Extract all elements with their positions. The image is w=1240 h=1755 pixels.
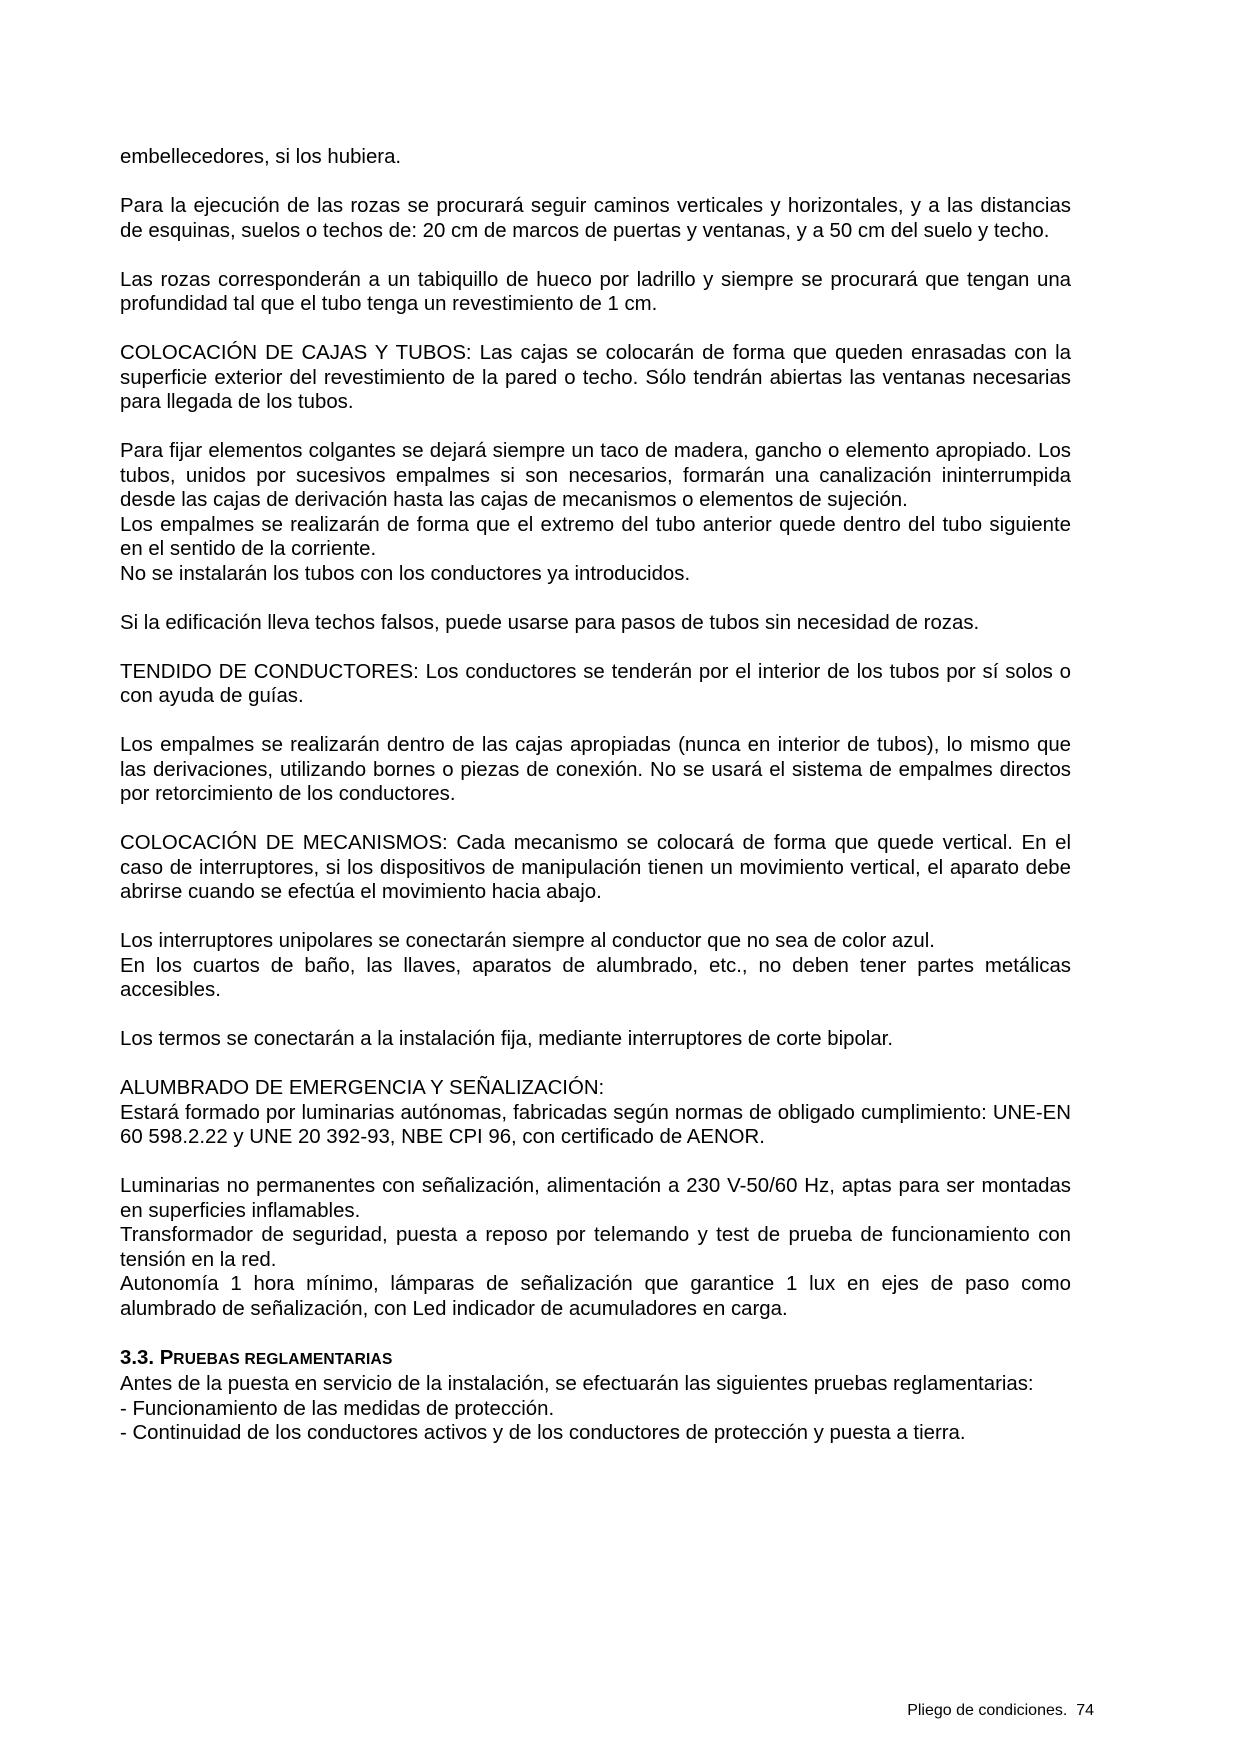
paragraph [120,145,1071,170]
paragraph [120,341,1071,415]
paragraph [120,268,1071,317]
section-number: 3.3. [120,1346,155,1369]
section-title [160,1347,393,1369]
section-line: Antes de la puesta en servicio de la instalación, se efectuarán las siguientes pruebas reglamentarias: [120,1373,1034,1395]
footer-label: Pliego de condiciones. [907,1702,1068,1719]
paragraph-line: Autonomía 1 hora mínimo, lámparas de señalización que garantice 1 lux en ejes de paso como alumbrado de señalización, con Led indicador de acumuladores en carga. [120,1273,1071,1320]
paragraph-line: Estará formado por luminarias autónomas, fabricadas según normas de obligado cumplimiento: UNE-EN 60 598.2.22 y UNE 20 392-93, NBE CPI 96, con certificado de AENOR. [120,1101,1071,1148]
paragraph-line: Los empalmes se realizarán de forma que el extremo del tubo anterior quede dentro del tubo siguiente en el sentido de la corriente. [120,513,1071,560]
page-number: 74 [1076,1702,1094,1719]
paragraph [120,439,1071,586]
paragraph-line: Para fijar elementos colgantes se dejará siempre un taco de madera, gancho o elemento apropiado. Los tubos, unidos por sucesivos empalmes si son necesarios, formarán una canalización ininterrumpida desde las cajas de derivación hasta las cajas de mecanismos o elementos de sujeción. [120,440,1071,511]
paragraph [120,194,1071,243]
section-heading [120,1346,1071,1373]
paragraph-line: Para la ejecución de las rozas se procurará seguir caminos verticales y horizontales, y a las distancias de esquinas, suelos o techos de: 20 cm de marcos de puertas y ventanas, y a 50 cm del suelo y techo. [120,195,1071,242]
section-title-initial: P [159,1346,174,1369]
paragraph [120,611,1071,636]
paragraph-line: Los interruptores unipolares se conectarán siempre al conductor que no sea de color azul. [120,930,935,952]
paragraph [120,1027,1071,1052]
paragraph [120,660,1071,709]
page-footer [907,1702,1094,1720]
paragraph-line: No se instalarán los tubos con los conductores ya introducidos. [120,562,691,585]
paragraph-line: COLOCACIÓN DE CAJAS Y TUBOS: Las cajas se colocarán de forma que queden enrasadas con la superficie exterior del revestimiento de la pared o techo. Sólo tendrán abiertas las ventanas necesarias para llegada de los tubos. [120,342,1071,413]
paragraph [120,1174,1071,1321]
paragraph [120,831,1071,905]
paragraph-line: embellecedores, si los hubiera. [120,146,402,168]
paragraph-line: En los cuartos de baño, las llaves, aparatos de alumbrado, etc., no deben tener partes metálicas accesibles. [120,954,1071,1001]
paragraph [120,1076,1071,1150]
paragraph-line: TENDIDO DE CONDUCTORES: Los conductores se tenderán por el interior de los tubos por sí solos o con ayuda de guías. [120,660,1071,707]
paragraph-line: COLOCACIÓN DE MECANISMOS: Cada mecanismo se colocará de forma que quede vertical. En el caso de interruptores, si los dispositivos de manipulación tienen un movimiento vertical, el aparato debe abrirse cuando se efectúa el movimiento hacia abajo. [120,832,1071,903]
paragraph-line: Si la edificación lleva techos falsos, puede usarse para pasos de tubos sin necesidad de rozas. [120,611,980,634]
paragraph-line: Las rozas corresponderán a un tabiquillo de hueco por ladrillo y siempre se procurará que tengan una profundidad tal que el tubo tenga un revestimiento de 1 cm. [120,268,1071,315]
section-body [120,1372,1071,1446]
section-line: - Continuidad de los conductores activos y de los conductores de protección y puesta a tierra. [120,1422,966,1444]
paragraph [120,733,1071,807]
paragraph-line: ALUMBRADO DE EMERGENCIA Y SEÑALIZACIÓN: [120,1077,605,1099]
paragraph-line: Luminarias no permanentes con señalización, alimentación a 230 V-50/60 Hz, aptas para ser montadas en superficies inflamables. [120,1175,1071,1222]
section-title-rest: RUEBAS REGLAMENTARIAS [173,1350,393,1368]
paragraph [120,929,1071,1003]
document-body [120,145,1071,1446]
section-line: - Funcionamiento de las medidas de protección. [120,1397,555,1420]
paragraph-line: Los empalmes se realizarán dentro de las cajas apropiadas (nunca en interior de tubos), lo mismo que las derivaciones, utilizando bornes o piezas de conexión. No se usará el sistema de empalmes directos por retorcimiento de los conductores. [120,734,1071,805]
paragraph-line: Los termos se conectarán a la instalación fija, mediante interruptores de corte bipolar. [120,1028,894,1050]
paragraph-line: Transformador de seguridad, puesta a reposo por telemando y test de prueba de funcionamiento con tensión en la red. [120,1224,1071,1271]
